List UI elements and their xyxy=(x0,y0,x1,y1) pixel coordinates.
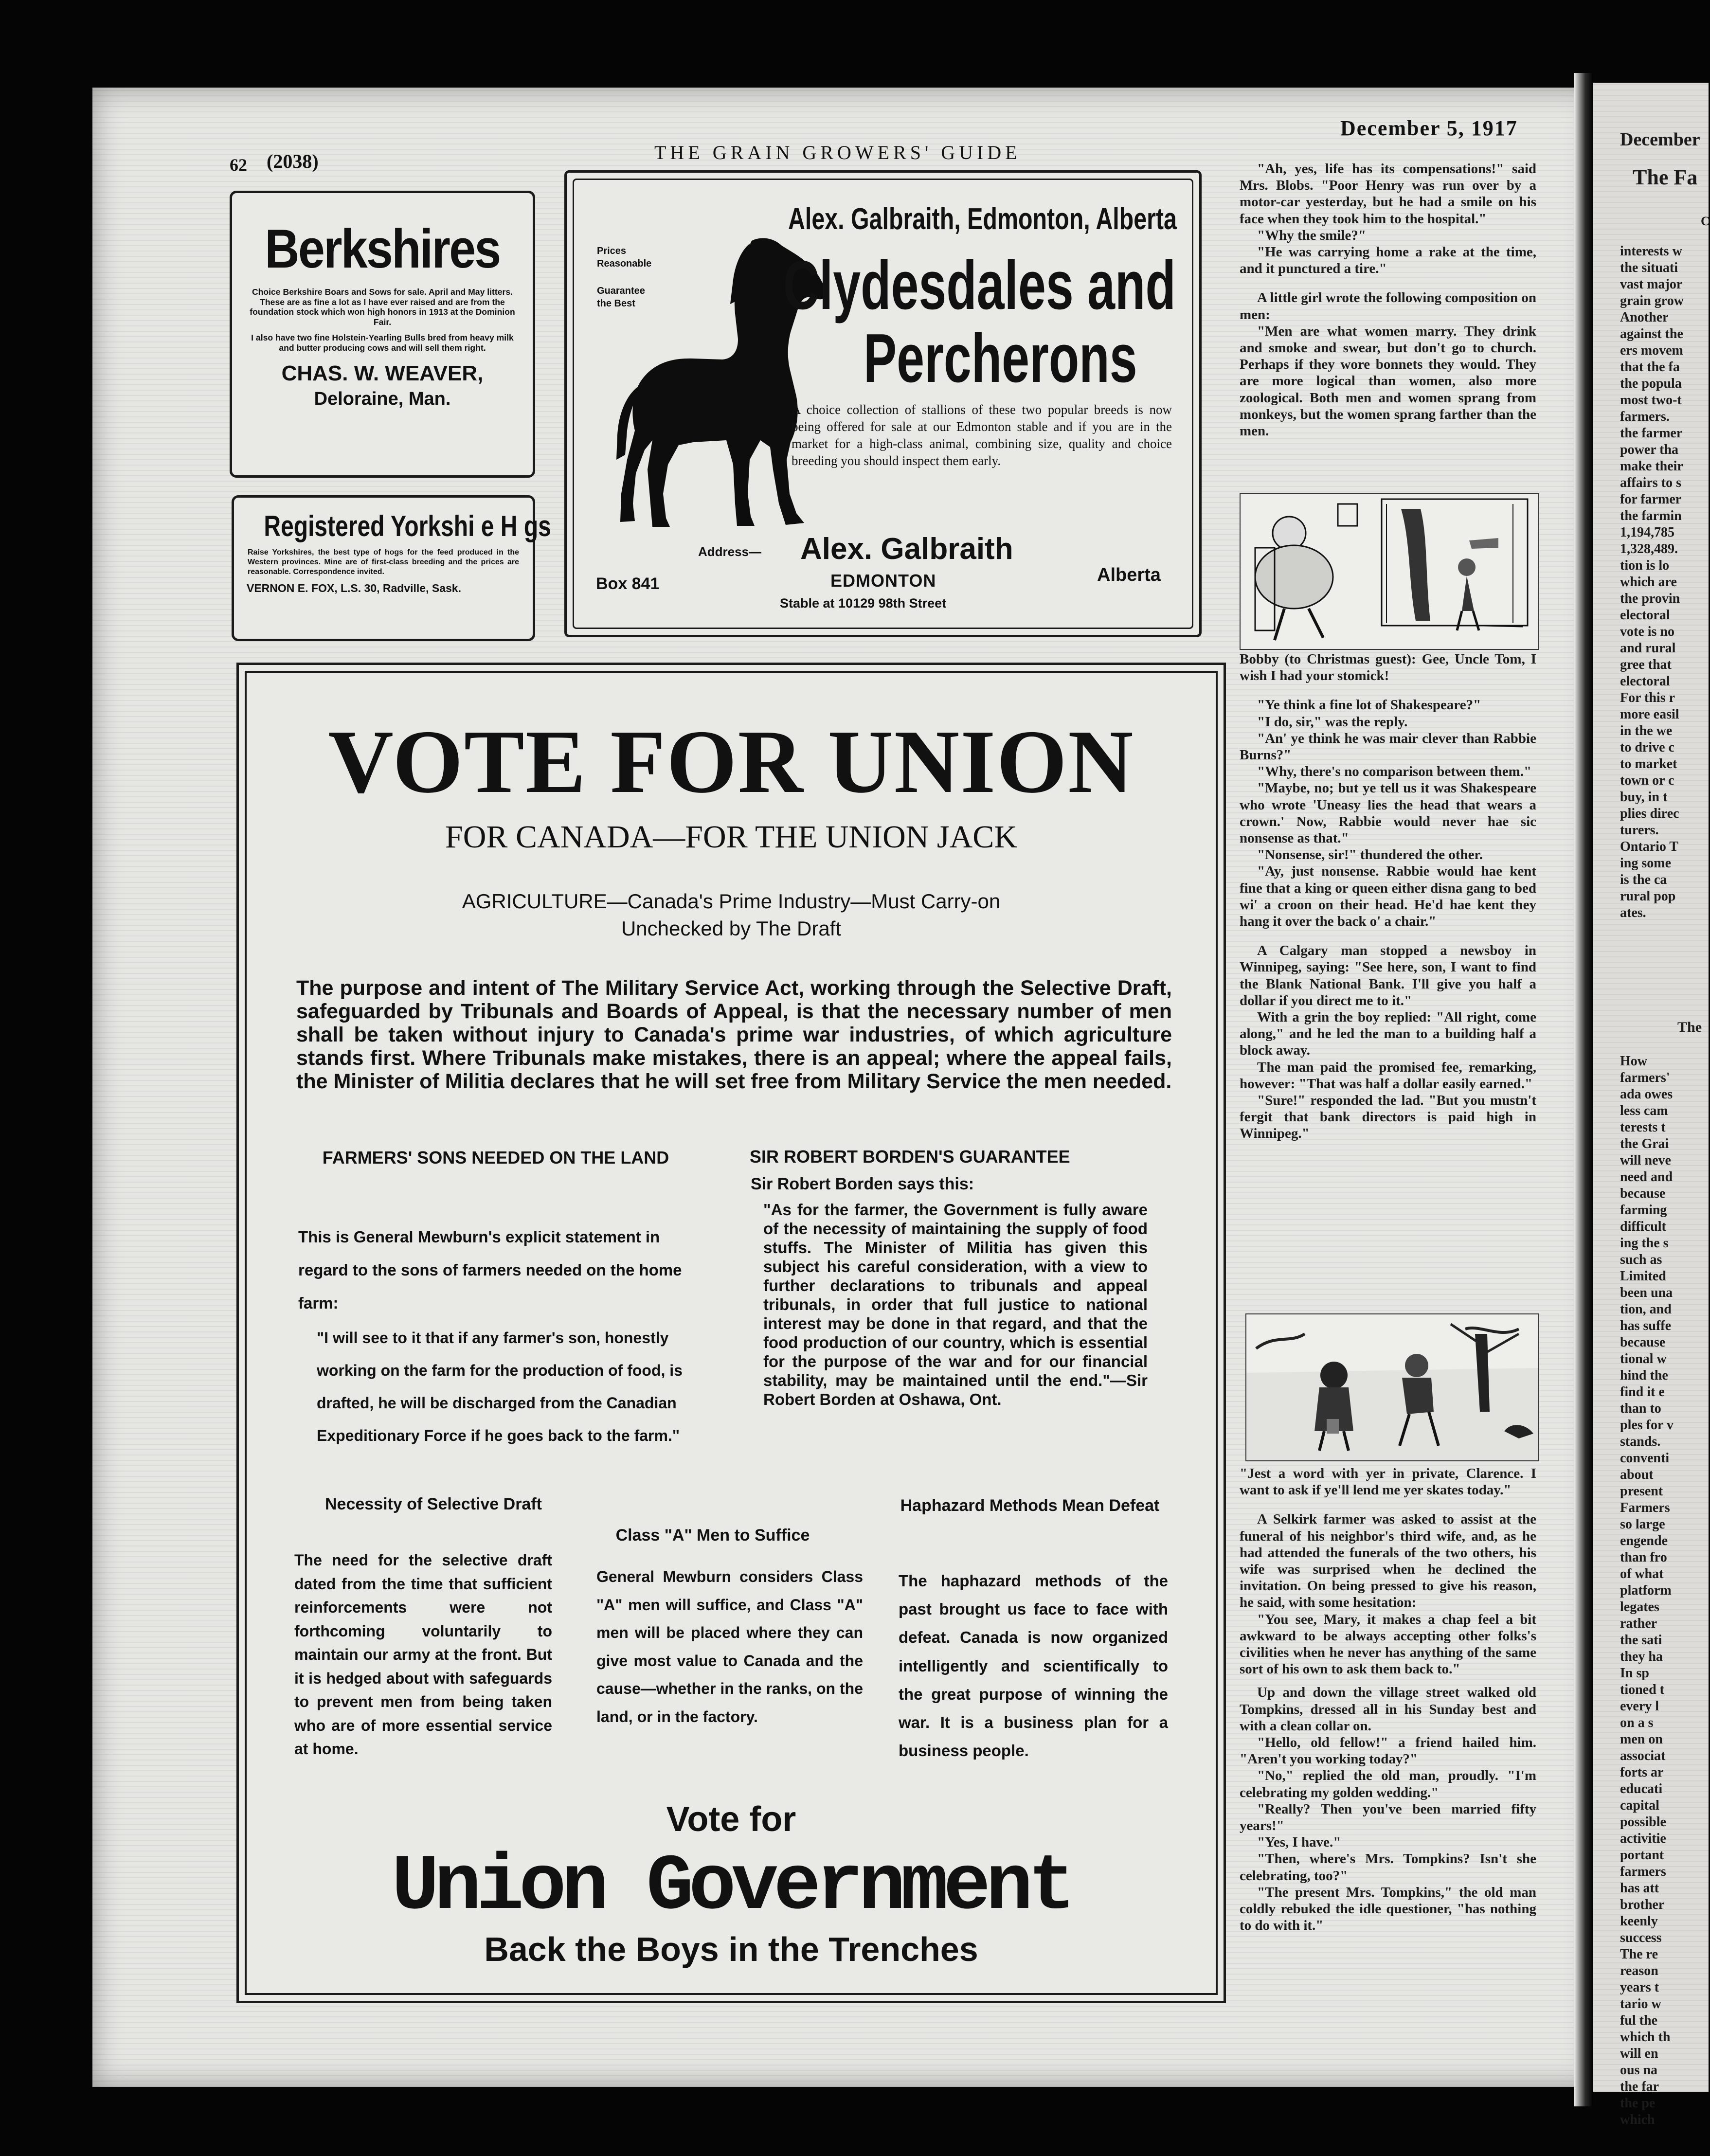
facing-page-date: December xyxy=(1620,129,1700,150)
facing-page-line: been una xyxy=(1620,1285,1673,1300)
humor-shakespeare-7: "Ay, just nonsense. Rabbie would hae kent fine that a king or queen either disna gang to bed wi' a croon on their head. He'd hae kent they hang it over the back o' a chair." xyxy=(1240,863,1536,930)
humor-tompkins-7: "The present Mrs. Tompkins," the old man coldly rebuked the idle questioner, "has nothing to do with it." xyxy=(1240,1884,1536,1934)
farmers-sons-heading: FARMERS' SONS NEEDED ON THE LAND xyxy=(322,1148,669,1168)
humor-shakespeare-2: "I do, sir," was the reply. xyxy=(1257,714,1408,730)
facing-page-line: educati xyxy=(1620,1781,1663,1797)
facing-page-line: power tha xyxy=(1620,442,1679,457)
facing-page-column-2 xyxy=(1620,1053,1674,2128)
facing-page-line: legates xyxy=(1620,1599,1659,1615)
facing-page-line: for farmer xyxy=(1620,492,1682,507)
facing-page-line: portant xyxy=(1620,1848,1664,1863)
facing-page-line: interests w xyxy=(1620,244,1682,259)
facing-page-line: success xyxy=(1620,1930,1662,1945)
humor-selkirk-2: "You see, Mary, it makes a chap feel a bit awkward to be always accepting other folks's civilities when he never has anything of the same sort of his own to ask them back to." xyxy=(1240,1611,1536,1677)
facing-page-line: affairs to s xyxy=(1620,475,1681,490)
address-name: Alex. Galbraith xyxy=(800,532,1013,566)
humor-selkirk-1: A Selkirk farmer was asked to assist at the funeral of his neighbor's third wife, and, as he had attended the funerals of the two others, his wife was surprised when he declined the invitation. On being pressed to give his reason, he said, with some hesitation: xyxy=(1240,1511,1536,1611)
facing-page-line: farmers. xyxy=(1620,409,1670,424)
facing-page-line: such as xyxy=(1620,1252,1662,1267)
facing-page-line: and rural xyxy=(1620,641,1676,656)
facing-page-line: How xyxy=(1620,1054,1647,1069)
cartoon-skates-image xyxy=(1245,1313,1539,1461)
facing-page-line: to drive c xyxy=(1620,740,1674,755)
facing-page-line: men on xyxy=(1620,1732,1663,1747)
humor-shakespeare-1: "Ye think a fine lot of Shakespeare?" xyxy=(1257,697,1481,713)
facing-page-line: platform xyxy=(1620,1583,1672,1598)
facing-page-line: reason xyxy=(1620,1963,1658,1978)
facing-page-line: ples for v xyxy=(1620,1418,1674,1433)
union-headline: VOTE FOR UNION xyxy=(328,712,1134,812)
humor-tompkins-5: "Yes, I have." xyxy=(1257,1834,1341,1851)
facing-page-line: ada owes xyxy=(1620,1087,1673,1102)
facing-page-line: which are xyxy=(1620,575,1677,590)
humor-blobs-3: "He was carrying home a rake at the time, and it punctured a tire." xyxy=(1240,244,1536,277)
facing-page-line: 1,328,489. xyxy=(1620,541,1678,557)
facing-page-line: against the xyxy=(1620,326,1683,341)
borden-quote: "As for the farmer, the Government is fully aware of the necessity of maintaining the supply of food stuffs. The Minister of Militia has given this subject his careful consideration, with a view to further declarations to tribunals and appeal tribunals, in order that full justice to national interest may be done in that regard, and that the food production of our country, which is essential for the purpose of the war and for our financial stability, may be maintained until the end."—Sir Robert Borden at Oshawa, Ont. xyxy=(763,1201,1148,1408)
facing-page-line: because xyxy=(1620,1335,1666,1350)
facing-page-line: keenly xyxy=(1620,1914,1658,1929)
facing-page-line: stands. xyxy=(1620,1434,1661,1449)
galbraith-ad xyxy=(564,170,1202,637)
humor-blobs: "Ah, yes, life has its compensations!" said Mrs. Blobs. "Poor Henry was run over by a motor-car yesterday, but he had a smile on his face when they took him to the hospital." xyxy=(1240,161,1536,227)
union-subhead: FOR CANADA—FOR THE UNION JACK xyxy=(445,819,1017,855)
page-number: 62 xyxy=(230,155,247,175)
facing-page-line: tion, and xyxy=(1620,1302,1672,1317)
facing-page-line: hind the xyxy=(1620,1368,1668,1383)
facing-page-line: capital xyxy=(1620,1798,1659,1813)
cartoon-uncle-tom-image xyxy=(1240,493,1539,650)
facing-page-line: which xyxy=(1620,2112,1655,2127)
yorkshire-seller: VERNON E. FOX, L.S. 30, Radville, Sask. xyxy=(247,582,461,594)
facing-page-line: In sp xyxy=(1620,1666,1649,1681)
facing-page-line: farming xyxy=(1620,1203,1667,1218)
humor-shakespeare-6: "Nonsense, sir!" thundered the other. xyxy=(1257,847,1483,863)
prices-note: Prices Reasonable xyxy=(597,246,652,269)
facing-page-line: than fro xyxy=(1620,1550,1667,1565)
agriculture-line-1: AGRICULTURE—Canada's Prime Industry—Must Carry-on xyxy=(462,890,1001,913)
facing-page-line: the far xyxy=(1620,2079,1659,2094)
facing-page-line: every l xyxy=(1620,1699,1659,1714)
facing-page-line: associat xyxy=(1620,1748,1666,1763)
facing-page-line: which th xyxy=(1620,2030,1671,2045)
facing-page-line: electoral xyxy=(1620,674,1670,689)
facing-page-line: tario w xyxy=(1620,1996,1661,2012)
berkshires-title: Berkshires xyxy=(265,218,500,279)
facing-page-line: ates. xyxy=(1620,905,1646,920)
facing-page-line: Ontario T xyxy=(1620,839,1679,854)
farmers-sons-body: This is General Mewburn's explicit statement in regard to the sons of farmers needed on the home farm: xyxy=(298,1228,682,1312)
facing-page-line: plies direc xyxy=(1620,806,1679,821)
galbraith-headline-1: Clydesdales and xyxy=(783,247,1176,324)
facing-page-line: more easil xyxy=(1620,707,1679,722)
facing-page-line: less cam xyxy=(1620,1103,1668,1118)
berkshires-holstein: I also have two fine Holstein-Yearling Bulls bred from heavy milk and butter producing cows and will sell them right. xyxy=(251,333,514,353)
stable-address: Stable at 10129 98th Street xyxy=(780,596,947,611)
facing-page-line: has att xyxy=(1620,1881,1659,1896)
humor-shakespeare-5: "Maybe, no; but ye tell us it was Shakespeare who wrote 'Uneasy lies the head that wears a crown.' Now, Rabbie would never hae sic nonsense as that." xyxy=(1240,780,1536,846)
facing-page-line: the Grai xyxy=(1620,1136,1669,1151)
berkshires-body: Choice Berkshire Boars and Sows for sale. April and May litters. These are as fine a lot as I have ever raised and are from the foundation stock which won high honors in 1913 at the Dominion Fair. xyxy=(250,287,515,327)
humor-column-mid xyxy=(1240,651,1536,1142)
facing-page-heading: The Fa xyxy=(1633,165,1698,189)
facing-page-line: Farmers xyxy=(1620,1500,1670,1515)
facing-page-line: ing some xyxy=(1620,856,1671,871)
guarantee-note: Guarantee the Best xyxy=(597,286,645,309)
facing-page-line: because xyxy=(1620,1186,1666,1201)
facing-page-line: farmers xyxy=(1620,1864,1666,1879)
humor-column-bottom xyxy=(1240,1465,1536,1934)
facing-page-line: ous na xyxy=(1620,2063,1658,2078)
union-ad xyxy=(236,663,1226,2003)
facing-page-line: the situati xyxy=(1620,260,1678,275)
facing-page-line: vast major xyxy=(1620,277,1683,292)
facing-page-line: of what xyxy=(1620,1566,1664,1581)
humor-girl-essay: "Men are what women marry. They drink and smoke and swear, but don't go to church. Perhaps if they wore bonnets they would. They are more logical than women, also more zoological. Both men and women sprang from monkeys, but the women sprang farther than the men. xyxy=(1240,323,1536,439)
facing-page-line: Limited xyxy=(1620,1269,1666,1284)
humor-tompkins-1: Up and down the village street walked old Tompkins, dressed all in his Sunday best and with a clean collar on. xyxy=(1240,1685,1536,1734)
masthead: THE GRAIN GROWERS' GUIDE xyxy=(654,142,1021,163)
facing-page-line: is the ca xyxy=(1620,872,1667,887)
facing-page-line: in the we xyxy=(1620,723,1673,738)
facing-page-line: make their xyxy=(1620,459,1683,474)
facing-page-line: difficult xyxy=(1620,1219,1666,1234)
berkshires-seller: CHAS. W. WEAVER, xyxy=(281,361,484,385)
facing-page-line: present xyxy=(1620,1484,1663,1499)
facing-page-sub: C xyxy=(1701,214,1710,228)
facing-page-line: tion is lo xyxy=(1620,558,1670,573)
humor-tompkins-2: "Hello, old fellow!" a friend hailed him. "Aren't you working today?" xyxy=(1240,1735,1536,1767)
facing-page-line: 1,194,785 xyxy=(1620,525,1674,540)
facing-page-line: will neve xyxy=(1620,1153,1671,1168)
humor-girl-intro: A little girl wrote the following composition on men: xyxy=(1240,290,1536,323)
facing-page-line: ing the s xyxy=(1620,1236,1669,1251)
yorkshire-title: Registered Yorkshi e H gs xyxy=(264,510,551,542)
facing-page-line: need and xyxy=(1620,1169,1673,1185)
class-a-body: General Mewburn considers Class "A" men will suffice, and Class "A" men will be placed where they can give most value to Canada and the cause—whether in the ranks, on the land, or in the factory. xyxy=(596,1568,863,1725)
haphazard-heading: Haphazard Methods Mean Defeat xyxy=(900,1496,1160,1515)
berkshires-ad xyxy=(230,191,535,478)
yorkshire-ad xyxy=(232,495,551,641)
facing-page-line: about xyxy=(1620,1467,1654,1482)
cartoon-skates-caption: "Jest a word with yer in private, Clarence. I want to ask if ye'll lend me yer skates today." xyxy=(1240,1466,1536,1498)
facing-page-line: farmers' xyxy=(1620,1070,1670,1085)
facing-page-heading2: The xyxy=(1677,1019,1702,1035)
facing-page-line: ers movem xyxy=(1620,343,1683,358)
facing-page-line: the provin xyxy=(1620,591,1680,606)
facing-page-line: has suffe xyxy=(1620,1318,1672,1333)
humor-shakespeare-3: "An' ye think he was mair clever than Rabbie Burns?" xyxy=(1240,730,1536,763)
facing-page-line: turers. xyxy=(1620,823,1659,838)
back-the-boys: Back the Boys in the Trenches xyxy=(484,1930,978,1968)
facing-page-line: vote is no xyxy=(1620,624,1674,639)
facing-page-line: the farmin xyxy=(1620,508,1682,523)
address-label: Address— xyxy=(698,544,762,559)
facing-page-line: grain grow xyxy=(1620,293,1684,308)
address-city: EDMONTON xyxy=(830,571,936,591)
facing-page-line: the farmer xyxy=(1620,426,1683,441)
issue-date: December 5, 1917 xyxy=(1340,116,1518,140)
humor-column-top xyxy=(1240,161,1536,439)
selective-draft-body: The need for the selective draft dated from the time that sufficient reinforcements were not forthcoming voluntarily to maintain our army at the front. But it is hedged about with safeguards to prevent men from being taken who are of more essential service at home. xyxy=(294,1551,552,1758)
facing-page-line: forts ar xyxy=(1620,1765,1664,1780)
facing-page-line: than to xyxy=(1620,1401,1661,1416)
facing-page-line: the sati xyxy=(1620,1633,1662,1648)
borden-intro: Sir Robert Borden says this: xyxy=(751,1175,974,1193)
facing-page-line: brother xyxy=(1620,1897,1665,1912)
haphazard-body: The haphazard methods of the past brought us face to face with defeat. Canada is now organized intelligently and scientifically to the great purpose of winning the war. It is a business plan for a business people. xyxy=(899,1572,1168,1760)
facing-page-line: will en xyxy=(1620,2046,1658,2061)
facing-page-line: activitie xyxy=(1620,1831,1666,1846)
humor-tompkins-6: "Then, where's Mrs. Tompkins? Isn't she celebrating, too?" xyxy=(1240,1851,1536,1884)
facing-page-line: that the fa xyxy=(1620,359,1680,375)
facing-page-line: the pe xyxy=(1620,2096,1656,2111)
facing-page-line: to market xyxy=(1620,756,1677,772)
humor-newsboy-2: With a grin the boy replied: "All right, come along," and he led the man to a building half a block away. xyxy=(1240,1009,1536,1059)
facing-page-line: buy, in t xyxy=(1620,790,1668,805)
facing-page xyxy=(1590,83,1710,2127)
humor-newsboy-1: A Calgary man stopped a newsboy in Winnipeg, saying: "See here, son, I want to find the Blank National Bank. I'll give you half a dollar if you direct me to it." xyxy=(1240,943,1536,1008)
facing-page-line: they ha xyxy=(1620,1649,1663,1664)
facing-page-line: The re xyxy=(1620,1947,1658,1962)
humor-tompkins-4: "Really? Then you've been married fifty years!" xyxy=(1240,1801,1536,1834)
agriculture-line-2: Unchecked by The Draft xyxy=(621,917,842,940)
address-province: Alberta xyxy=(1097,565,1161,585)
facing-page-line: the popula xyxy=(1620,376,1682,391)
facing-page-line: rural pop xyxy=(1620,889,1676,904)
facing-page-line: terests t xyxy=(1620,1120,1666,1135)
facing-page-line: gree that xyxy=(1620,657,1672,672)
facing-page-line: rather xyxy=(1620,1616,1657,1631)
galbraith-body: A choice collection of stallions of these two popular breeds is now being offered for sale at our Edmonton stable and if you are in the market for a high-class animal, combining size, quality and choice breeding you should inspect them early. xyxy=(792,402,1172,468)
yorkshire-body: Raise Yorkshires, the best type of hogs for the feed produced in the Western provinces. Mine are of first-class breeding and the prices are reasonable. Correspondence invited. xyxy=(248,548,519,576)
humor-shakespeare-4: "Why, there's no comparison between them." xyxy=(1257,764,1532,780)
facing-page-line: most two-t xyxy=(1620,393,1682,408)
facing-page-line: Another xyxy=(1620,310,1669,325)
galbraith-headline-2: Percherons xyxy=(864,320,1137,397)
facing-page-line: ful the xyxy=(1620,2013,1657,2028)
facing-page-line: possible xyxy=(1620,1815,1666,1830)
galbraith-name-line: Alex. Galbraith, Edmonton, Alberta xyxy=(788,202,1177,236)
berkshires-location: Deloraine, Man. xyxy=(314,389,451,409)
facing-page-line: For this r xyxy=(1620,690,1675,705)
facing-page-line: tioned t xyxy=(1620,1682,1664,1697)
humor-tompkins-3: "No," replied the old man, proudly. "I'm celebrating my golden wedding." xyxy=(1240,1768,1536,1800)
union-intro: The purpose and intent of The Military Service Act, working through the Selective Draft, safeguarded by Tribunals and Boards of Appeal, is that the necessary number of men shall be taken without injury to Canada's prime war industries, of which agriculture stands first. Where Tribunals make mistakes, there is an appeal; where the appeal fails, the Minister of Militia declares that he will set free from Military Service the men needed. xyxy=(296,976,1172,1093)
cartoon-uncle-tom-caption: Bobby (to Christmas guest): Gee, Uncle Tom, I wish I had your stomick! xyxy=(1240,651,1536,684)
humor-newsboy-3: The man paid the promised fee, remarking, however: "That was half a dollar easily earned." xyxy=(1240,1059,1536,1092)
facing-page-line: years t xyxy=(1620,1980,1659,1995)
borden-heading: SIR ROBERT BORDEN'S GUARANTEE xyxy=(750,1147,1070,1167)
vote-for: Vote for xyxy=(666,1800,796,1839)
facing-page-line: on a s xyxy=(1620,1715,1654,1730)
book-gutter xyxy=(1574,73,1593,2106)
facing-page-line: conventi xyxy=(1620,1451,1670,1466)
facing-page-line: electoral xyxy=(1620,608,1670,623)
facing-page-line: town or c xyxy=(1620,773,1674,788)
class-a-heading: Class "A" Men to Suffice xyxy=(615,1526,810,1545)
facing-page-line: so large xyxy=(1620,1517,1665,1532)
facing-page-column xyxy=(1620,243,1684,921)
facing-page-line: tional w xyxy=(1620,1351,1667,1366)
facing-page-line: engende xyxy=(1620,1533,1668,1548)
selective-draft-heading: Necessity of Selective Draft xyxy=(325,1495,542,1513)
mewburn-quote: "I will see to it that if any farmer's son, honestly working on the farm for the production of food, is drafted, he will be discharged from the Canadian Expeditionary Force if he goes back to the farm." xyxy=(317,1329,683,1444)
union-government: Union Government xyxy=(392,1842,1071,1932)
facing-page-line: find it e xyxy=(1620,1384,1665,1400)
box-number: Box 841 xyxy=(596,575,660,593)
humor-newsboy-4: "Sure!" responded the lad. "But you mustn't fergit that bank directors is paid high in Winnipeg." xyxy=(1240,1093,1536,1142)
folio-number: (2038) xyxy=(267,150,319,172)
humor-blobs-2: "Why the smile?" xyxy=(1257,227,1366,243)
